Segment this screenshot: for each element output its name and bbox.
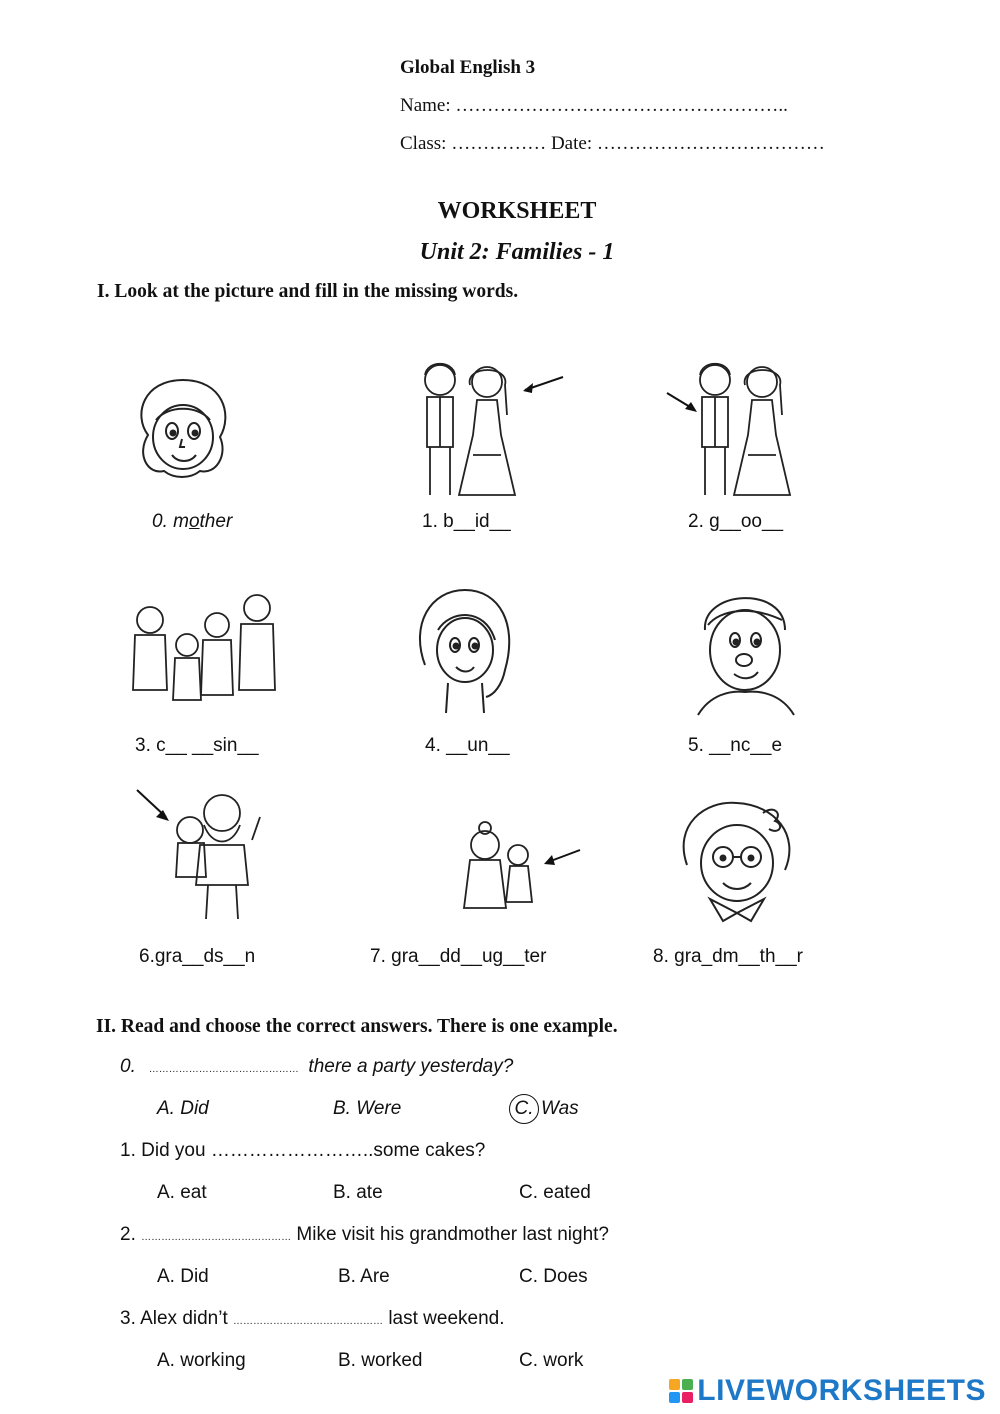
section1-heading: I. Look at the picture and fill in the missing words. xyxy=(97,281,519,302)
selected-circle: C. xyxy=(509,1094,539,1124)
liveworksheets-logo[interactable] xyxy=(669,1374,986,1408)
item-2-label: 2. g__oo__ xyxy=(688,511,784,532)
question-2-number: 2. xyxy=(120,1224,136,1245)
item-8-label: 8. gra_dm__th__r xyxy=(653,946,803,967)
item-6-label: 6.gra__ds__n xyxy=(139,946,256,967)
family-group-icon xyxy=(125,590,285,710)
logo-mark-icon xyxy=(669,1379,693,1403)
unit-title: Unit 2: Families - 1 xyxy=(419,239,615,265)
question-3 xyxy=(120,1308,505,1330)
option-c-text: Was xyxy=(541,1098,579,1119)
item-3-label: 3. c__ __sin__ xyxy=(135,735,259,756)
bride-groom-icon xyxy=(415,355,565,505)
item-0-label: 0. mother xyxy=(152,511,233,532)
option-a[interactable]: A. Did xyxy=(157,1266,209,1287)
option-c[interactable]: C. work xyxy=(519,1350,584,1371)
answer-blank[interactable]: ……………………………………… xyxy=(141,1232,292,1243)
option-b[interactable]: B. Were xyxy=(333,1098,402,1119)
question-0 xyxy=(120,1056,513,1078)
answer-blank[interactable]: ……………………………………… xyxy=(233,1316,384,1327)
question-0-number: 0. xyxy=(120,1056,136,1077)
option-b[interactable]: B. Are xyxy=(338,1266,390,1287)
worksheet-title: WORKSHEET xyxy=(437,198,597,224)
mother-face-icon xyxy=(128,375,238,485)
item-5-label: 5. __nc__e xyxy=(688,735,783,756)
class-date-line: Class: …………… Date: ……………………………… xyxy=(400,133,825,154)
question-2 xyxy=(120,1224,609,1246)
item-7-label: 7. gra__dd__ug__ter xyxy=(370,946,547,967)
question-3-number: 3. Alex didn’t xyxy=(120,1308,228,1329)
bride-groom-icon xyxy=(665,355,815,505)
option-a[interactable]: A. eat xyxy=(157,1182,207,1203)
option-a[interactable]: A. Did xyxy=(157,1098,209,1119)
question-1: 1. Did you ……………………..some cakes? xyxy=(120,1140,486,1161)
course-title: Global English 3 xyxy=(400,57,536,78)
option-c[interactable]: C. Does xyxy=(519,1266,588,1287)
question-0-text: there a party yesterday? xyxy=(308,1056,514,1077)
question-3-text: last weekend. xyxy=(388,1308,505,1329)
option-a[interactable]: A. working xyxy=(157,1350,246,1371)
name-line: Name: …………………………………………….. xyxy=(400,95,788,116)
grandmother-face-icon xyxy=(675,795,800,925)
item-1-label: 1. b__id__ xyxy=(422,511,511,532)
logo-text: LIVEWORKSHEETS xyxy=(697,1374,986,1407)
item-4-label: 4. __un__ xyxy=(425,735,510,756)
grandfather-grandson-icon xyxy=(132,785,282,925)
uncle-face-icon xyxy=(690,580,800,720)
option-c-circled[interactable] xyxy=(509,1094,579,1124)
question-2-text: Mike visit his grandmother last night? xyxy=(296,1224,610,1245)
grandmother-granddaughter-icon xyxy=(440,820,585,915)
option-b[interactable]: B. worked xyxy=(338,1350,423,1371)
answer-blank[interactable]: ……………………………………… xyxy=(149,1064,300,1075)
section2-heading: II. Read and choose the correct answers. There is one example. xyxy=(96,1016,618,1037)
aunt-face-icon xyxy=(410,585,520,715)
option-c[interactable]: C. eated xyxy=(519,1182,591,1203)
option-b[interactable]: B. ate xyxy=(333,1182,383,1203)
